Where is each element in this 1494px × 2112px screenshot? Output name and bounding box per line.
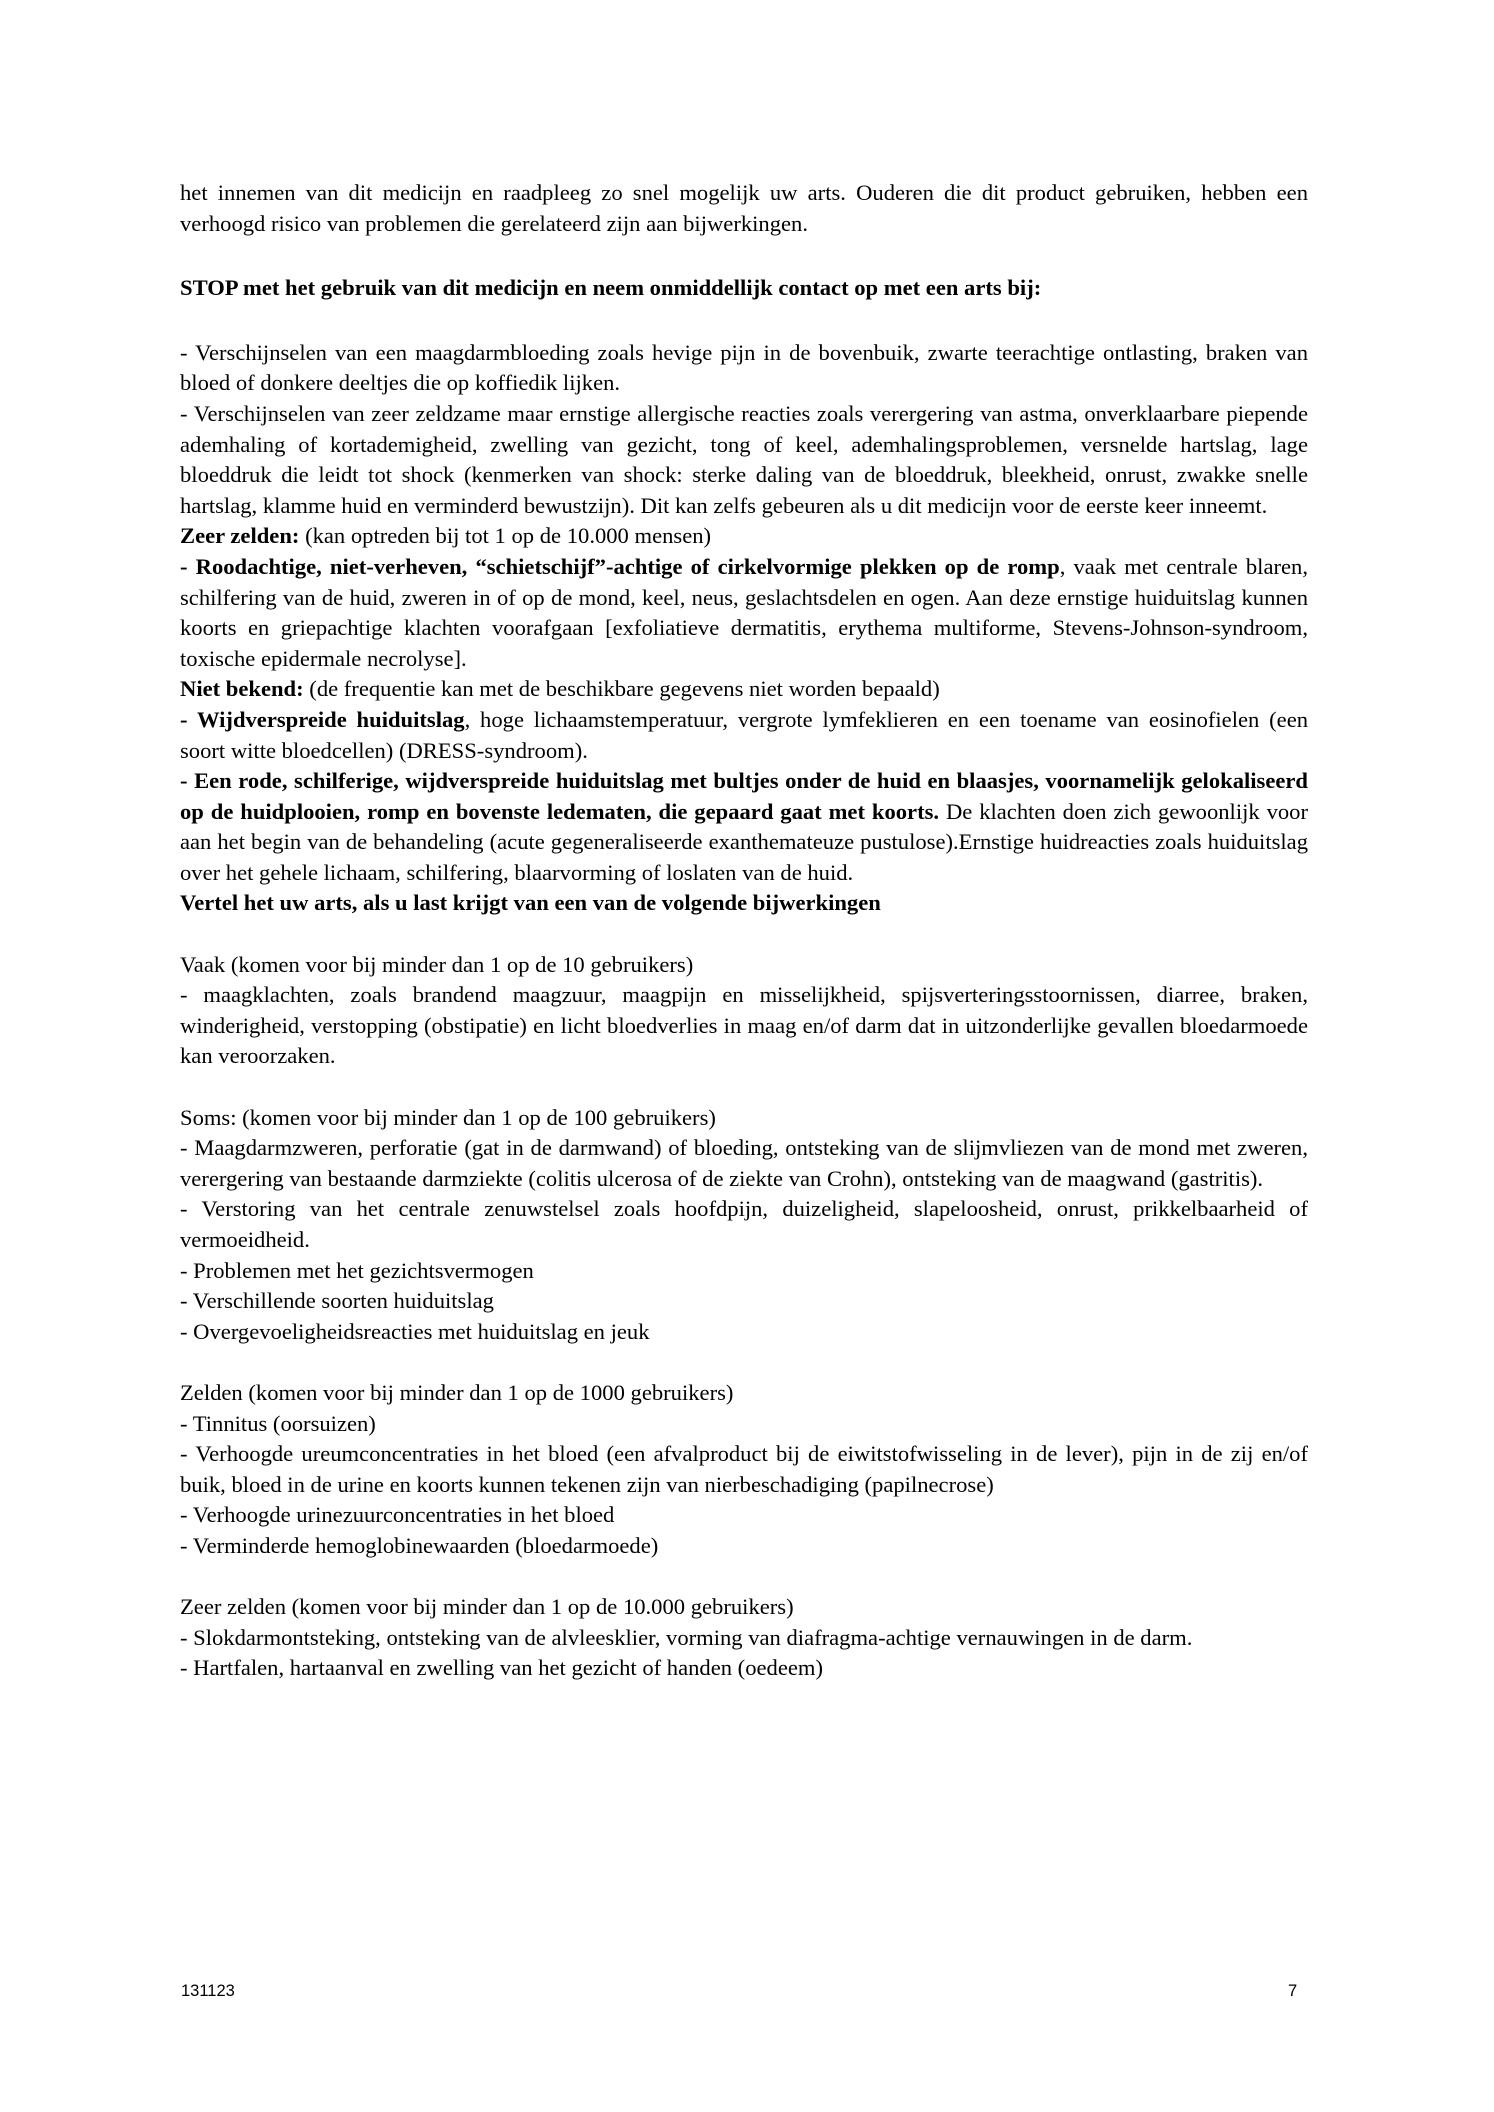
item-text: , vaak met centrale blaren, schilfering van de huid, zweren in of op de mond, keel, neus, geslachtsdelen en ogen. Aan deze ernstige huiduitslag kunnen koorts en griepachtige klachten voorafgaan [exfoliatieve dermatitis, erythema multiforme, Stevens-Johnson-syndroom, toxische epidermale necrolyse]. xyxy=(180,553,1308,671)
vaak-item: - maagklachten, zoals brandend maagzuur, maagpijn en misselijkheid, spijsverteringsstoornissen, diarree, braken, winderigheid, verstopping (obstipatie) en licht bloedverlies in maag en/of darm dat in uitzonderlijke gevallen bloedarmoede kan veroorzaken. xyxy=(180,982,1308,1069)
spacer xyxy=(180,919,1308,950)
soms-item: - Problemen met het gezichtsvermogen xyxy=(180,1257,534,1283)
vaak-heading: Vaak (komen voor bij minder dan 1 op de 10 gebruikers) xyxy=(180,951,694,977)
frequency-very-rare xyxy=(180,521,1308,552)
frequency-unknown xyxy=(180,674,1308,705)
stop-item-bleeding: - Verschijnselen van een maagdarmbloeding zoals hevige pijn in de bovenbuik, zwarte teerachtige ontlasting, braken van bloed of donkere deeltjes die op koffiedik lijken. xyxy=(180,339,1308,396)
zelden-item: - Verminderde hemoglobinewaarden (bloedarmoede) xyxy=(180,1532,659,1558)
soms-item: - Verstoring van het centrale zenuwstelsel zoals hoofdpijn, duizeligheid, slapeloosheid, onrust, prikkelbaarheid of vermoeidheid. xyxy=(180,1196,1308,1252)
soms-item: - Verschillende soorten huiduitslag xyxy=(180,1288,494,1314)
footer-page-number: 7 xyxy=(1288,1982,1298,2000)
item-dash: - xyxy=(180,706,197,732)
frequency-label: Niet bekend: xyxy=(180,676,304,702)
item-bold-text: - Een rode, schilferige, wijdverspreide huiduitslag met bultjes onder de huid en blaasjes, voornamelijk gelokaliseerd op de huidplooien, romp en bovenste ledematen, die gepaard gaat met koorts. xyxy=(180,768,1308,824)
zelden-item: - Tinnitus (oorsuizen) xyxy=(180,1410,376,1436)
soms-heading: Soms: (komen voor bij minder dan 1 op de 100 gebruikers) xyxy=(180,1104,716,1130)
stop-item-allergic: - Verschijnselen van zeer zeldzame maar ernstige allergische reacties zoals verergering van astma, onverklaarbare piepende ademhaling of kortademigheid, zwelling van gezicht, tong of keel, ademhalingsproblemen, versnelde hartslag, lage bloeddruk die leidt tot shock (kenmerken van shock: sterke daling van de bloeddruk, bleekheid, onrust, zwakke snelle hartslag, klamme huid en verminderd bewustzijn). Dit kan zelfs gebeuren als u dit medicijn voor de eerste keer inneemt. xyxy=(180,400,1308,518)
item-dress xyxy=(180,705,1308,766)
item-bold-text: Wijdverspreide huiduitslag xyxy=(196,706,465,732)
frequency-text: (de frequentie kan met de beschikbare gegevens niet worden bepaald) xyxy=(303,676,940,702)
stop-heading: STOP met het gebruik van dit medicijn en neem onmiddellijk contact op met een arts bij: xyxy=(180,275,1042,301)
item-target-lesions xyxy=(180,552,1308,674)
leaflet-body xyxy=(180,178,1308,1684)
zeer-zelden-item: - Slokdarmontsteking, ontsteking van de alvleesklier, vorming van diafragma-achtige vernauwingen in de darm. xyxy=(180,1624,1193,1650)
footer-document-code: 131123 xyxy=(181,1982,235,2000)
spacer xyxy=(180,1562,1308,1593)
tell-doctor-heading: Vertel het uw arts, als u last krijgt van een van de volgende bijwerkingen xyxy=(180,890,881,916)
soms-item: - Maagdarmzweren, perforatie (gat in de darmwand) of bloeding, ontsteking van de slijmvliezen van de mond met zweren, verergering van bestaande darmziekte (colitis ulcerosa of de ziekte van Crohn), ontsteking van de maagwand (gastritis). xyxy=(180,1135,1308,1191)
item-agep xyxy=(180,766,1308,888)
frequency-text: (kan optreden bij tot 1 op de 10.000 mensen) xyxy=(299,523,712,549)
spacer xyxy=(180,239,1308,273)
item-bold-text: - Roodachtige, niet-verheven, “schietschijf”-achtige of cirkelvormige plekken op de romp xyxy=(180,553,1060,579)
zelden-heading: Zelden (komen voor bij minder dan 1 op de 1000 gebruikers) xyxy=(180,1379,734,1405)
zelden-item: - Verhoogde urinezuurconcentraties in het bloed xyxy=(180,1502,615,1528)
zeer-zelden-heading: Zeer zelden (komen voor bij minder dan 1 op de 10.000 gebruikers) xyxy=(180,1594,794,1620)
item-text: De klachten doen zich gewoonlijk voor aan het begin van de behandeling (acute gegeneraliseerde exanthemateuze pustulose).Ernstige huidreacties zoals huiduitslag over het gehele lichaam, schilfering, blaarvorming of loslaten van de huid. xyxy=(180,798,1308,885)
frequency-label: Zeer zelden: xyxy=(180,523,300,549)
spacer xyxy=(180,1072,1308,1103)
soms-item: - Overgevoeligheidsreacties met huiduitslag en jeuk xyxy=(180,1318,650,1344)
intro-paragraph: het innemen van dit medicijn en raadpleeg zo snel mogelijk uw arts. Ouderen die dit product gebruiken, hebben een verhoogd risico van problemen die gerelateerd zijn aan bijwerkingen. xyxy=(180,180,1308,236)
item-text: , hoge lichaamstemperatuur, vergrote lymfeklieren en een toename van eosinofielen (een soort witte bloedcellen) (DRESS-syndroom). xyxy=(180,706,1309,763)
spacer xyxy=(180,304,1308,338)
zeer-zelden-item: - Hartfalen, hartaanval en zwelling van het gezicht of handen (oedeem) xyxy=(180,1655,823,1681)
zelden-item: - Verhoogde ureumconcentraties in het bloed (een afvalproduct bij de eiwitstofwisseling in de lever), pijn in de zij en/of buik, bloed in de urine en koorts kunnen tekenen zijn van nierbeschadiging (papilnecrose) xyxy=(180,1441,1308,1497)
spacer xyxy=(180,1347,1308,1378)
